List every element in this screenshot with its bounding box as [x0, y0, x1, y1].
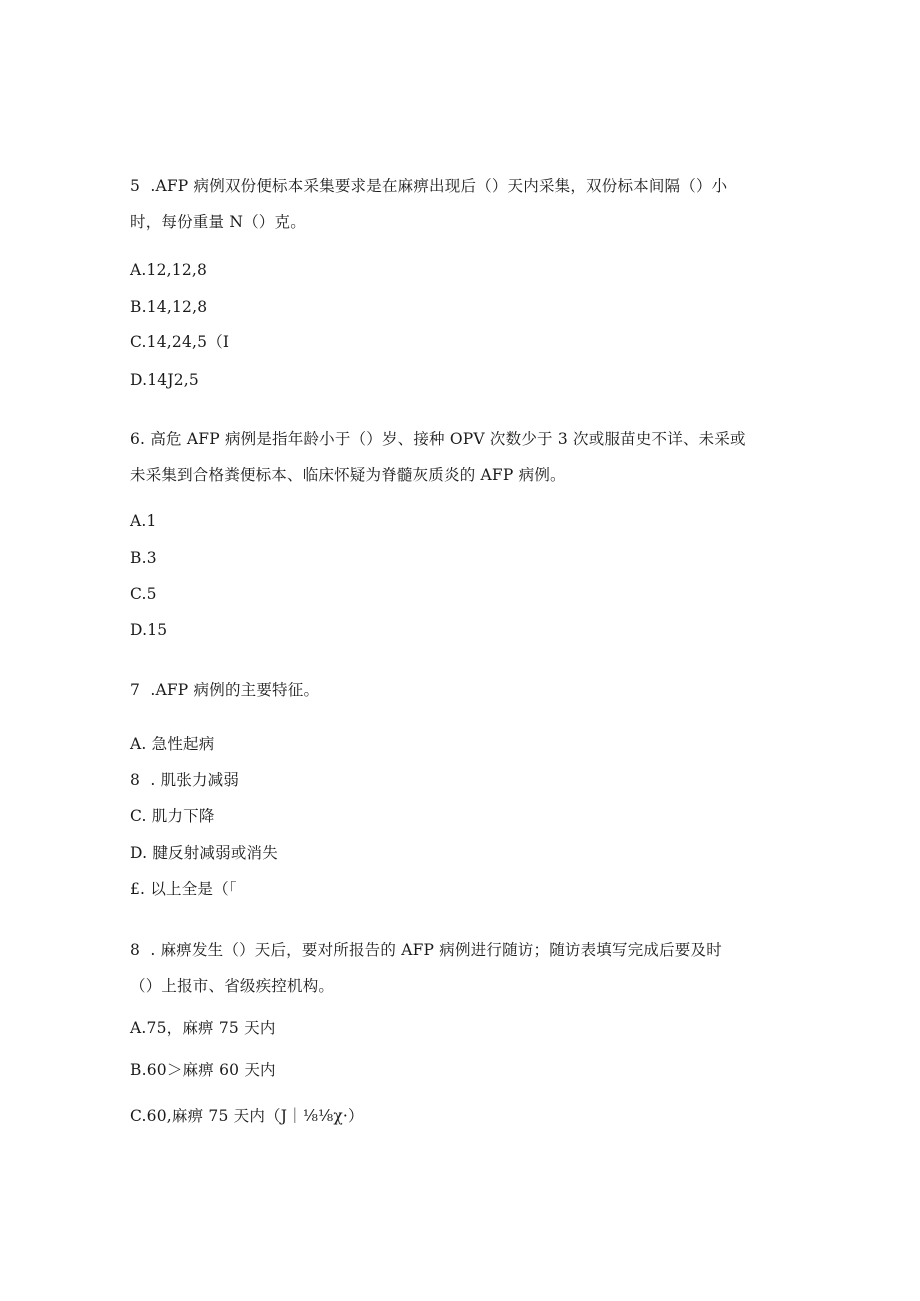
question-7-option-a: A. 急性起病: [130, 735, 215, 753]
question-6-option-a: A.1: [130, 512, 157, 530]
question-7-option-e: £. 以上全是（「: [130, 880, 237, 898]
question-5-option-c: C.14,24,5（I: [130, 333, 230, 351]
question-5-option-a: A.12,12,8: [130, 261, 208, 279]
question-6-stem-line-2: 未采集到合格粪便标本、临床怀疑为脊髓灰质炎的 AFP 病例。: [130, 466, 566, 484]
question-7-option-c: C. 肌力下降: [130, 807, 215, 825]
question-7-option-b: 8 . 肌张力减弱: [130, 771, 240, 789]
question-7-option-d: D. 腱反射减弱或消失: [130, 844, 278, 862]
question-5-option-d: D.14J2,5: [130, 371, 199, 389]
question-6-option-b: B.3: [130, 549, 157, 567]
question-6-stem-line-1: 6. 高危 AFP 病例是指年龄小于（）岁、接种 OPV 次数少于 3 次或服苗史不详、未采或: [130, 430, 746, 448]
question-5-option-b: B.14,12,8: [130, 298, 208, 316]
question-8-stem-line-2: （）上报市、省级疾控机构。: [130, 977, 335, 995]
question-5-stem-line-2: 时，每份重量 N（）克。: [130, 213, 306, 231]
question-8-stem-line-1: 8 . 麻痹发生（）天后，要对所报告的 AFP 病例进行随访；随访表填写完成后要及时: [130, 941, 722, 959]
question-7-stem-line-1: 7 .AFP 病例的主要特征。: [130, 681, 320, 699]
question-5-stem-line-1: 5 .AFP 病例双份便标本采集要求是在麻痹出现后（）天内采集，双份标本间隔（）小: [130, 177, 728, 195]
question-8-option-a: A.75，麻痹 75 天内: [130, 1019, 276, 1037]
question-6-option-c: C.5: [130, 585, 157, 603]
question-6-option-d: D.15: [130, 621, 168, 639]
question-8-option-b: B.60＞麻痹 60 天内: [130, 1061, 276, 1079]
question-8-option-c: C.60,麻痹 75 天内（J｜⅛⅛χ·）: [130, 1107, 364, 1125]
